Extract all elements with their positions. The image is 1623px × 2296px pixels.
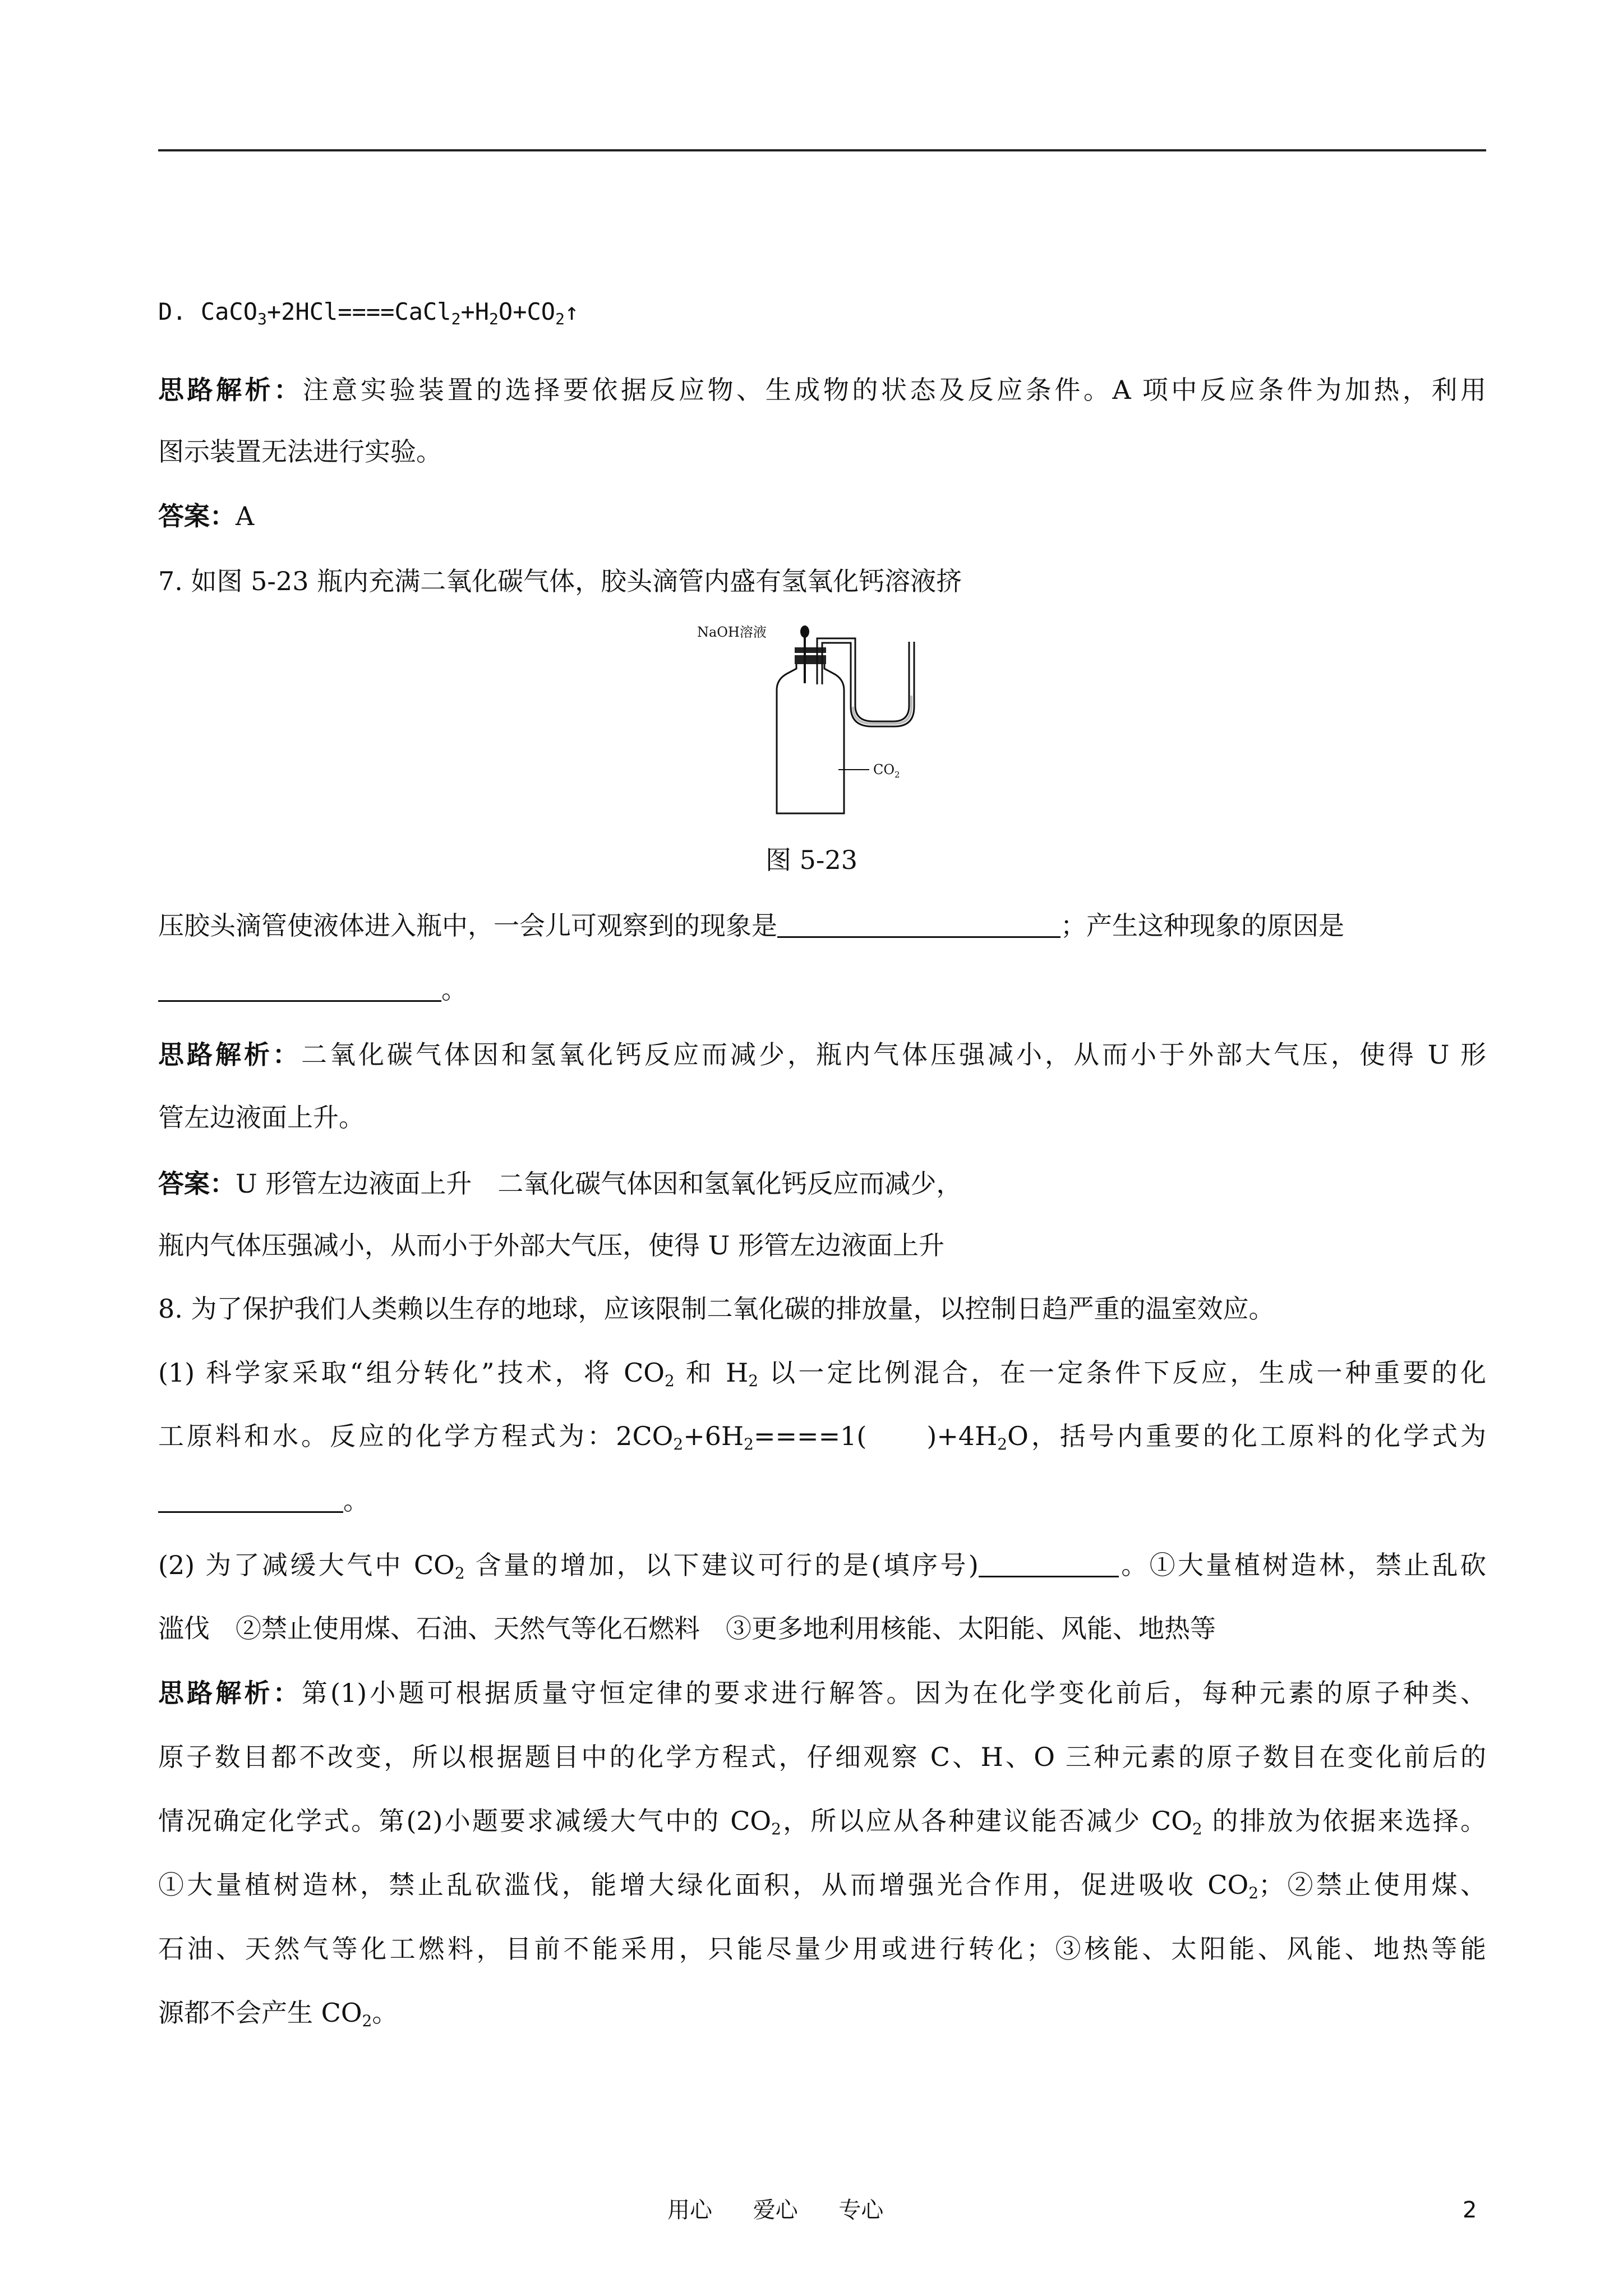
page-footer: [0, 2193, 1623, 2227]
apparatus-diagram: [698, 623, 939, 819]
q8-analysis-line5: 石油、天然气等化工燃料，目前不能采用，只能尽量少用或进行转化；③核能、太阳能、风能、地热等能: [158, 1934, 1486, 1964]
q7-answer-line2: 瓶内气体压强减小，从而小于外部大气压，使得 U 形管左边液面上升: [158, 1230, 945, 1260]
dropper-bulb: [800, 625, 809, 638]
analysis-label: 思路解析：: [158, 1039, 301, 1070]
page-number: 2: [1463, 2197, 1477, 2223]
q6-answer: 答案：A: [158, 501, 255, 531]
q8-analysis-line4: ①大量植树造林，禁止乱砍滥伐，能增大绿化面积，从而增强光合作用，促进吸收 $CO_2$；②禁止使用煤、: [158, 1870, 1486, 1902]
co2-label: $CO_2$: [873, 762, 900, 780]
bottle-outline: [777, 661, 844, 813]
q8-analysis-line6: 源都不会产生 $CO_2$。: [158, 1998, 398, 2030]
u-tube-liquid: [852, 696, 912, 725]
q7-analysis-line2: 管左边液面上升。: [158, 1102, 365, 1133]
q8-part1-line3: 。: [158, 1484, 369, 1517]
q7-analysis-line1: 思路解析：二氧化碳气体因和氢氧化钙反应而减少，瓶内气体压强减小，从而小于外部大气压，使得 U 形: [158, 1039, 1486, 1070]
q8-analysis-line2: 原子数目都不改变，所以根据题目中的化学方程式，仔细观察 C、H、O 三种元素的原子数目在变化前后的: [158, 1742, 1486, 1772]
analysis-label: 思路解析：: [158, 1678, 302, 1708]
q8-stem: 8. 为了保护我们人类赖以生存的地球，应该限制二氧化碳的排放量，以控制日趋严重的温室效应。: [158, 1294, 1275, 1324]
q8-analysis-line1: 思路解析：第(1)小题可根据质量守恒定律的要求进行解答。因为在化学变化前后，每种元素的原子种类、: [158, 1678, 1486, 1708]
naoh-label: NaOH溶液: [697, 624, 767, 640]
analysis-label: 思路解析：: [158, 375, 303, 405]
answer-label: 答案：: [158, 501, 236, 531]
answer-blank-suggestion[interactable]: [979, 1551, 1119, 1577]
q6-analysis-line1: 思路解析：注意实验装置的选择要依据反应物、生成物的状态及反应条件。A 项中反应条件为加热，利用: [158, 375, 1486, 405]
answer-blank-formula[interactable]: [158, 1487, 343, 1513]
answer-label: 答案：: [158, 1168, 236, 1199]
answer-blank-phenomenon[interactable]: [777, 912, 1061, 938]
option-d-equation: D. $CaCO_3+2HCl====CaCl_2+H_2O+CO_2↑$: [158, 298, 579, 328]
answer-blank-reason[interactable]: [158, 976, 441, 1002]
q8-part1-line1: (1) 科学家采取“组分转化”技术，将 $CO_2$ 和 $H_2$ 以一定比例混合，在一定条件下反应，生成一种重要的化: [158, 1358, 1486, 1389]
q8-analysis-line3: 情况确定化学式。第(2)小题要求减缓大气中的 $CO_2$，所以应从各种建议能否减少 $CO_2$ 的排放为依据来选择。: [158, 1806, 1486, 1838]
q7-stem-line2: 压胶头滴管使液体进入瓶中，一会儿可观察到的现象是 ；产生这种现象的原因是: [158, 910, 1344, 941]
q8-part2-line1: (2) 为了减缓大气中 $CO_2$ 含量的增加，以下建议可行的是(填序号) 。①大量植树造林，禁止乱砍: [158, 1550, 1486, 1582]
q7-stem-line3: 。: [158, 973, 467, 1006]
header-rule: [158, 149, 1486, 151]
q7-answer-line1: 答案：U 形管左边液面上升 二氧化碳气体因和氢氧化钙反应而减少，: [158, 1168, 962, 1199]
footer-motto: 用心 爱心 专心: [667, 2197, 884, 2223]
q6-analysis-line2: 图示装置无法进行实验。: [158, 436, 442, 467]
u-tube: [851, 642, 914, 726]
figure-caption: 图 5-23: [766, 845, 857, 875]
apparatus-figure: [698, 623, 939, 819]
q7-stem-line1: 7. 如图 5-23 瓶内充满二氧化碳气体，胶头滴管内盛有氢氧化钙溶液挤: [158, 566, 962, 596]
q8-part1-line2: 工原料和水。反应的化学方程式为：$2CO_2+6H_2====1$( )$+4H_2O$，括号内重要的化工原料的化学式为: [158, 1421, 1486, 1453]
q8-part2-line2: 滥伐 ②禁止使用煤、石油、天然气等化石燃料 ③更多地利用核能、太阳能、风能、地热等: [158, 1613, 1216, 1644]
